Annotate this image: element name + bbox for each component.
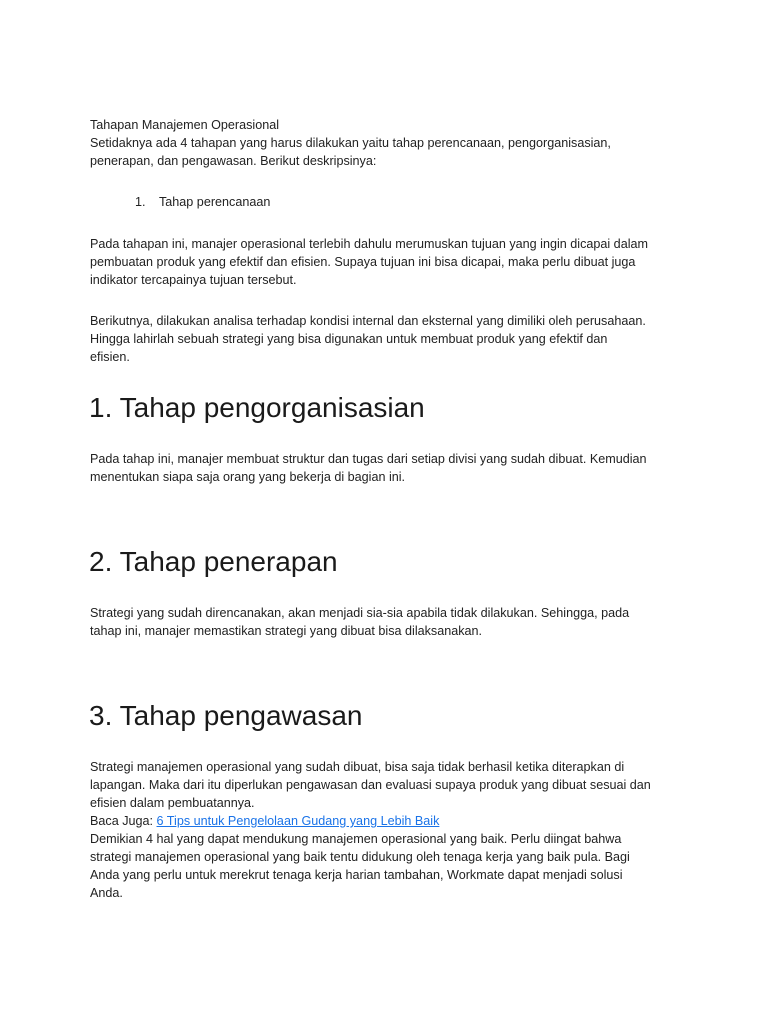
document-title-line: Tahapan Manajemen Operasional (90, 118, 280, 132)
read-also-prefix: Baca Juga: (90, 814, 157, 828)
section-heading-organizing: 1. Tahap pengorganisasian (89, 392, 425, 423)
read-also-link[interactable]: 6 Tips untuk Pengelolaan Gudang yang Lebih Baik (156, 814, 440, 828)
paragraph-line: lapangan. Maka dari itu diperlukan pengawasan dan evaluasi supaya produk yang dibuat sesuai dan (90, 778, 651, 792)
paragraph-line: Strategi yang sudah direncanakan, akan menjadi sia-sia apabila tidak dilakukan. Sehingga, pada (90, 606, 630, 620)
paragraph-line: Strategi manajemen operasional yang sudah dibuat, bisa saja tidak berhasil ketika diterapkan di (90, 760, 625, 774)
paragraph-line: tahap ini, manajer memastikan strategi yang dibuat bisa dilaksanakan. (90, 624, 483, 638)
paragraph-line: Berikutnya, dilakukan analisa terhadap kondisi internal dan eksternal yang dimiliki oleh perusahaan. (90, 314, 646, 328)
section-heading-supervision: 3. Tahap pengawasan (89, 700, 363, 731)
paragraph-line: efisien. (90, 350, 130, 364)
paragraph-line: Pada tahapan ini, manajer operasional terlebih dahulu merumuskan tujuan yang ingin dicapai dalam (90, 237, 648, 251)
paragraph-line: Demikian 4 hal yang dapat mendukung manajemen operasional yang baik. Perlu diingat bahwa (90, 832, 622, 846)
list-item-label: Tahap perencanaan (159, 195, 271, 209)
paragraph-line: Anda yang perlu untuk merekrut tenaga kerja harian tambahan, Workmate dapat menjadi solusi (90, 868, 623, 882)
paragraph-line: strategi manajemen operasional yang baik tentu didukung oleh tenaga kerja yang baik pula. Bagi (90, 850, 630, 864)
paragraph-line: indikator tercapainya tujuan tersebut. (90, 273, 297, 287)
section-heading-implementation: 2. Tahap penerapan (89, 546, 338, 577)
list-item-number: 1. (135, 195, 146, 209)
paragraph-line: menentukan siapa saja orang yang bekerja di bagian ini. (90, 470, 406, 484)
intro-line: penerapan, dan pengawasan. Berikut deskripsinya: (90, 154, 377, 168)
read-also-line (90, 812, 690, 830)
paragraph-line: Hingga lahirlah sebuah strategi yang bisa digunakan untuk membuat produk yang efektif dan (90, 332, 608, 346)
paragraph-line: Anda. (90, 886, 123, 900)
paragraph-line: Pada tahap ini, manajer membuat struktur dan tugas dari setiap divisi yang sudah dibuat. Kemudian (90, 452, 647, 466)
intro-line: Setidaknya ada 4 tahapan yang harus dilakukan yaitu tahap perencanaan, pengorganisasian, (90, 136, 611, 150)
paragraph-line: pembuatan produk yang efektif dan efisien. Supaya tujuan ini bisa dicapai, maka perlu dibuat juga (90, 255, 636, 269)
paragraph-line: efisien dalam pembuatannya. (90, 796, 255, 810)
